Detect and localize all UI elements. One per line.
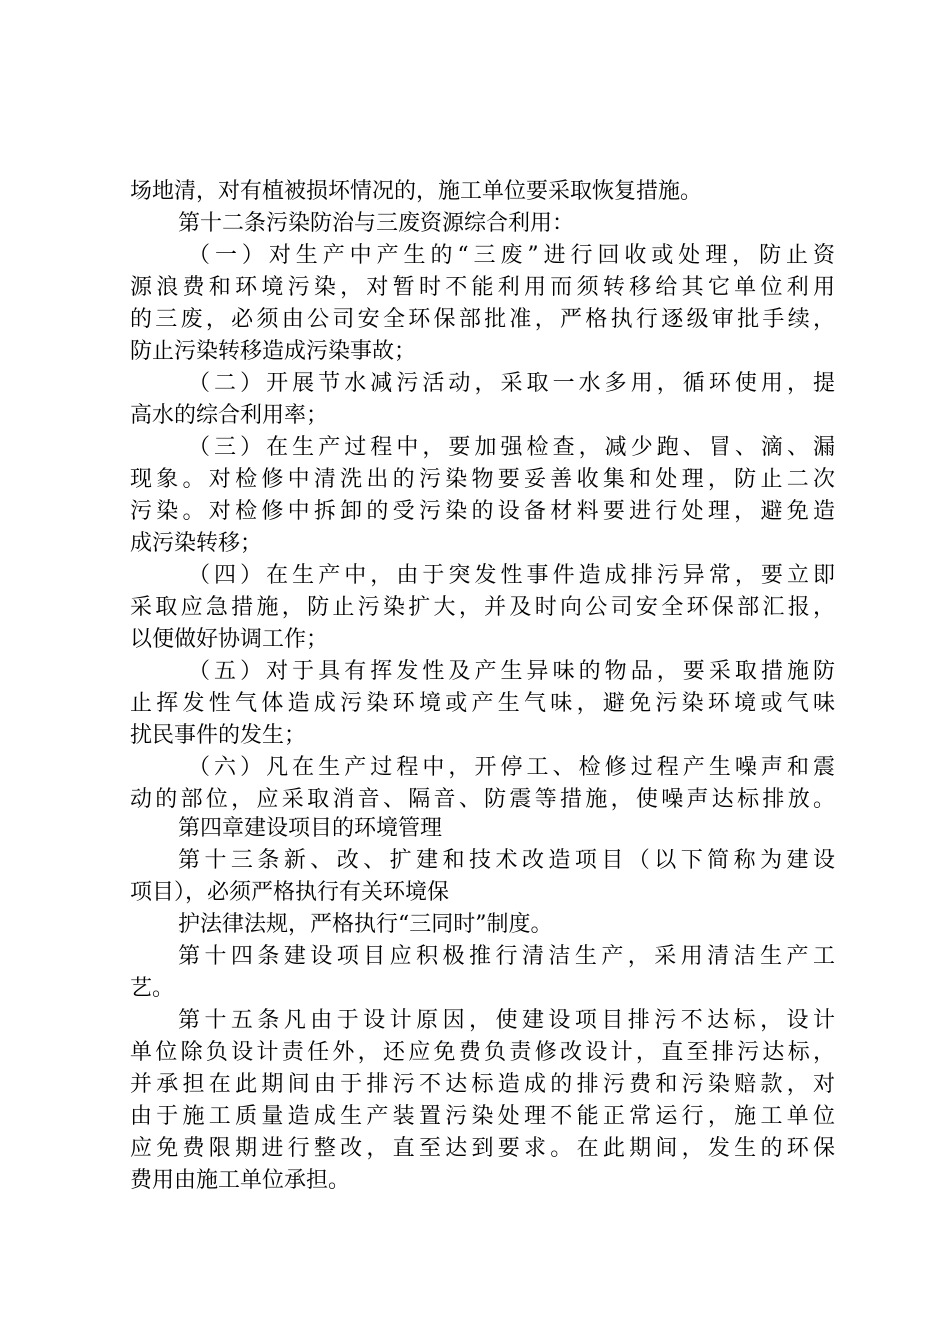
paragraph-line: 项目），必须严格执行有关环境保 <box>130 880 450 905</box>
paragraph-line: 污染。对检修中拆卸的受污染的设备材料要进行处理，避免造 <box>130 499 835 524</box>
paragraph-line: 护法律法规，严格执行“三同时”制度。 <box>178 912 553 937</box>
paragraph-line: 成污染转移； <box>130 531 263 556</box>
paragraph-line: 源浪费和环境污染，对暂时不能利用而须转移给其它单位利用 <box>130 275 835 300</box>
paragraph-line: 第十五条凡由于设计原因，使建设项目排污不达标，设计 <box>178 1008 835 1033</box>
article-heading: 第十二条污染防治与三废资源综合利用： <box>178 211 575 236</box>
paragraph-line: （一）对生产中产生的“三废”进行回收或处理，防止资 <box>188 243 835 268</box>
paragraph-line: 场地清，对有植被损坏情况的，施工单位要采取恢复措施。 <box>130 179 703 204</box>
paragraph-line: 第十三条新、改、扩建和技术改造项目（以下简称为建设 <box>178 848 835 873</box>
paragraph-line: 高水的综合利用率； <box>130 403 329 428</box>
paragraph-line: （四）在生产中，由于突发性事件造成排污异常，要立即 <box>188 563 835 588</box>
paragraph-line: 扰民事件的发生； <box>130 723 307 748</box>
paragraph-line: 防止污染转移造成污染事故； <box>130 339 417 364</box>
paragraph-line: 费用由施工单位承担。 <box>130 1168 351 1193</box>
paragraph-line: （五）对于具有挥发性及产生异味的物品，要采取措施防 <box>188 659 835 684</box>
text-block-construction-projects <box>130 813 835 1197</box>
paragraph-line: 动的部位，应采取消音、隔音、防震等措施，使噪声达标排放。 <box>130 787 835 812</box>
paragraph-line: 的三废，必须由公司安全环保部批准，严格执行逐级审批手续， <box>130 307 835 332</box>
paragraph-line: 并承担在此期间由于排污不达标造成的排污费和污染赔款，对 <box>130 1072 835 1097</box>
paragraph-line: 艺。 <box>130 976 175 1001</box>
paragraph-line: （六）凡在生产过程中，开停工、检修过程产生噪声和震 <box>188 755 835 780</box>
paragraph-line: 第十四条建设项目应积极推行清洁生产，采用清洁生产工 <box>178 944 835 969</box>
chapter-heading: 第四章建设项目的环境管理 <box>178 816 443 841</box>
paragraph-line: 以便做好协调工作； <box>130 627 329 652</box>
paragraph-line: 应免费限期进行整改，直至达到要求。在此期间，发生的环保 <box>130 1136 835 1161</box>
paragraph-line: （二）开展节水减污活动，采取一水多用，循环使用，提 <box>188 371 835 396</box>
paragraph-line: 由于施工质量造成生产装置污染处理不能正常运行，施工单位 <box>130 1104 835 1129</box>
paragraph-line: 单位除负设计责任外，还应免费负责修改设计，直至排污达标， <box>130 1040 835 1065</box>
paragraph-line: 止挥发性气体造成污染环境或产生气味，避免污染环境或气味 <box>130 691 835 716</box>
paragraph-line: （三）在生产过程中，要加强检查，减少跑、冒、滴、漏 <box>188 435 835 460</box>
paragraph-line: 采取应急措施，防止污染扩大，并及时向公司安全环保部汇报， <box>130 595 835 620</box>
paragraph-line: 现象。对检修中清洗出的污染物要妥善收集和处理，防止二次 <box>130 467 835 492</box>
text-block-pollution-control <box>130 176 835 816</box>
